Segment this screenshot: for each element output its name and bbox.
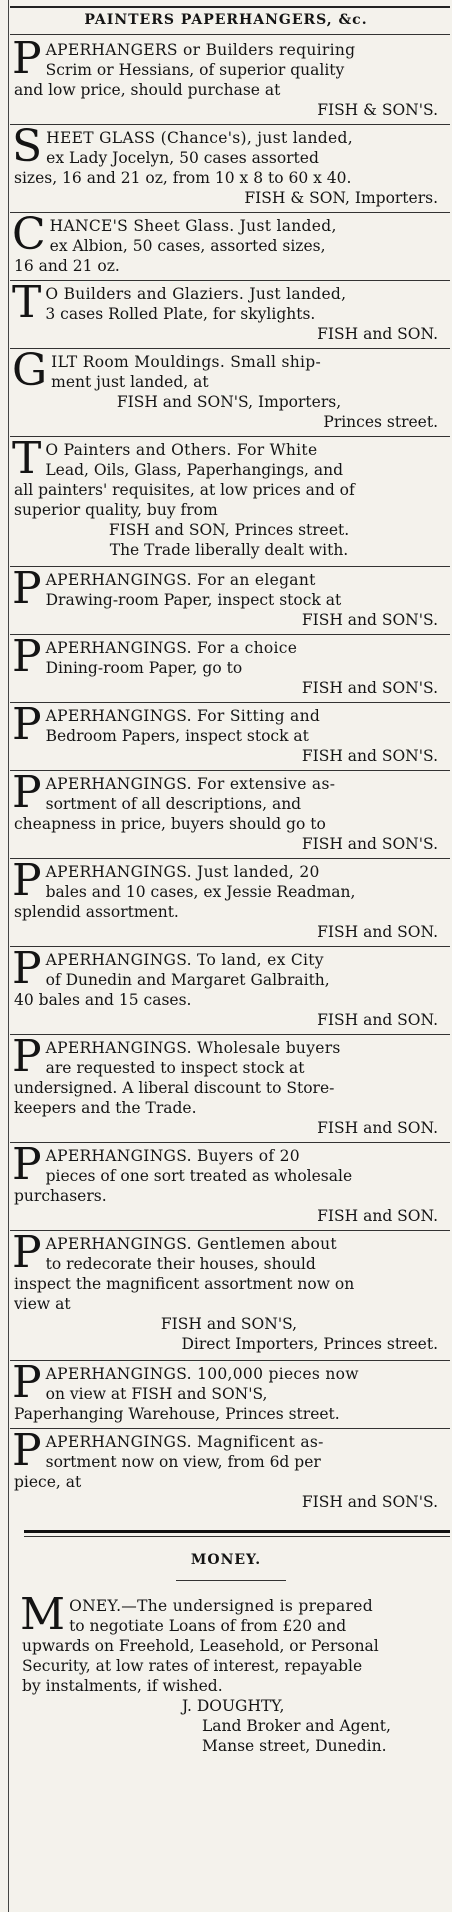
ad-builders-glaziers: T O Builders and Glaziers. Just landed, 3 cases Rolled Plate, for skylights. FISH and SON.: [12, 277, 438, 343]
ad-city-of-dunedin: P APERHANGINGS. To land, ex City of Dunedin and Margaret Galbraith, 40 bales and 15 cases. FISH and SON.: [12, 943, 438, 1029]
ad-100000-pieces: P APERHANGINGS. 100,000 pieces now on view at FISH and SON'S, Paperhanging Warehouse, Princes street.: [12, 1357, 359, 1423]
drop-cap: P: [12, 1227, 42, 1278]
drop-cap: P: [12, 699, 42, 750]
ad-divider: [10, 124, 450, 125]
drop-cap: P: [12, 33, 42, 84]
ad-magnificent-assortment: P APERHANGINGS. Magnificent as- sortment now on view, from 6d per piece, at FISH and SON'S.: [12, 1425, 438, 1511]
ad-gilt-mouldings: G ILT Room Mouldings. Small ship- ment just landed, at FISH and SON'S, Importers, Princes street.: [12, 345, 438, 431]
ad-divider: [10, 1428, 450, 1429]
money-heading-rule: [176, 1580, 286, 1581]
drop-cap: P: [12, 631, 42, 682]
ad-divider: [10, 702, 450, 703]
top-rule: [10, 6, 450, 8]
signature-title: Land Broker and Agent,: [202, 1717, 391, 1735]
ad-divider: [10, 946, 450, 947]
drop-cap: T: [12, 433, 42, 484]
ad-divider: [10, 634, 450, 635]
drop-cap: P: [12, 1425, 42, 1476]
signature-address: Manse street, Dunedin.: [202, 1737, 387, 1755]
heading-rule: [10, 34, 450, 35]
drop-cap: M: [20, 1589, 66, 1640]
drop-cap: C: [12, 209, 46, 260]
ad-jessie-readman: P APERHANGINGS. Just landed, 20 bales and 10 cases, ex Jessie Readman, splendid assortment. FISH and SON.: [12, 855, 438, 941]
signature-name: J. DOUGHTY,: [182, 1697, 285, 1715]
ad-divider: [10, 1230, 450, 1231]
ad-drawing-room-paper: P APERHANGINGS. For an elegant Drawing-room Paper, inspect stock at FISH and SON'S.: [12, 563, 438, 629]
ad-paperhangers-scrim: P APERHANGERS or Builders requiring Scrim or Hessians, of superior quality and low price, should purchase at FISH & SON'S.: [12, 33, 438, 119]
money-heading: MONEY.: [190, 1552, 262, 1568]
section-rule: [24, 1530, 450, 1533]
drop-cap: G: [12, 345, 48, 396]
section-rule: [24, 1536, 450, 1537]
ad-divider: [10, 1360, 450, 1361]
ad-divider: [10, 280, 450, 281]
ad-painters-others: T O Painters and Others. For White Lead, Oils, Glass, Paperhangings, and all painters' requisites, at low prices and of superior quality, buy from FISH and SON, Princes street. The Trade liberally dealt with.: [12, 433, 355, 559]
ad-divider: [10, 436, 450, 437]
ad-divider: [10, 566, 450, 567]
ad-divider: [10, 770, 450, 771]
drop-cap: P: [12, 1357, 42, 1408]
ad-divider: [10, 212, 450, 213]
ad-wholesale-buyers: P APERHANGINGS. Wholesale buyers are requested to inspect stock at undersigned. A liberal discount to Store- keepers and the Trade. FISH and SON.: [12, 1031, 438, 1137]
ad-divider: [10, 1142, 450, 1143]
section-heading: PAINTERS PAPERHANGERS, &c.: [84, 12, 368, 28]
ad-gentlemen-redecorate: P APERHANGINGS. Gentlemen about to redecorate their houses, should inspect the magnificent assortment now on view at FISH and SON'S, Direct Importers, Princes street.: [12, 1227, 438, 1353]
ad-chances-sheet-glass: C HANCE'S Sheet Glass. Just landed, ex Albion, 50 cases, assorted sizes, 16 and 21 oz.: [12, 209, 337, 275]
ad-divider: [10, 348, 450, 349]
drop-cap: P: [12, 1139, 42, 1190]
drop-cap: P: [12, 767, 42, 818]
column-rule: [8, 0, 9, 1912]
ad-sitting-bedroom-papers: P APERHANGINGS. For Sitting and Bedroom Papers, inspect stock at FISH and SON'S.: [12, 699, 438, 765]
drop-cap: P: [12, 855, 42, 906]
drop-cap: P: [12, 943, 42, 994]
ad-divider: [10, 1034, 450, 1035]
ad-money-loans: M ONEY.—The undersigned is prepared to negotiate Loans of from £20 and upwards on Freehold, Leasehold, or Personal Security, at low rates of interest, repayable by instalments, if wished. J. DOUGHTY, Land Broker and Agent, Manse street, Dunedin.: [22, 1596, 446, 1756]
drop-cap: P: [12, 1031, 42, 1082]
drop-cap: S: [12, 121, 43, 172]
ad-divider: [10, 858, 450, 859]
drop-cap: P: [12, 563, 42, 614]
ad-dining-room-paper: P APERHANGINGS. For a choice Dining-room Paper, go to FISH and SON'S.: [12, 631, 438, 697]
ad-sheet-glass: S HEET GLASS (Chance's), just landed, ex Lady Jocelyn, 50 cases assorted sizes, 16 and 21 oz, from 10 x 8 to 60 x 40. FISH & SON, Importers.: [12, 121, 438, 207]
drop-cap: T: [12, 277, 42, 328]
ad-extensive-assortment: P APERHANGINGS. For extensive as- sortment of all descriptions, and cheapness in price, buyers should go to FISH and SON'S.: [12, 767, 438, 853]
ad-buyers-of-20: P APERHANGINGS. Buyers of 20 pieces of one sort treated as wholesale purchasers. FISH and SON.: [12, 1139, 438, 1225]
